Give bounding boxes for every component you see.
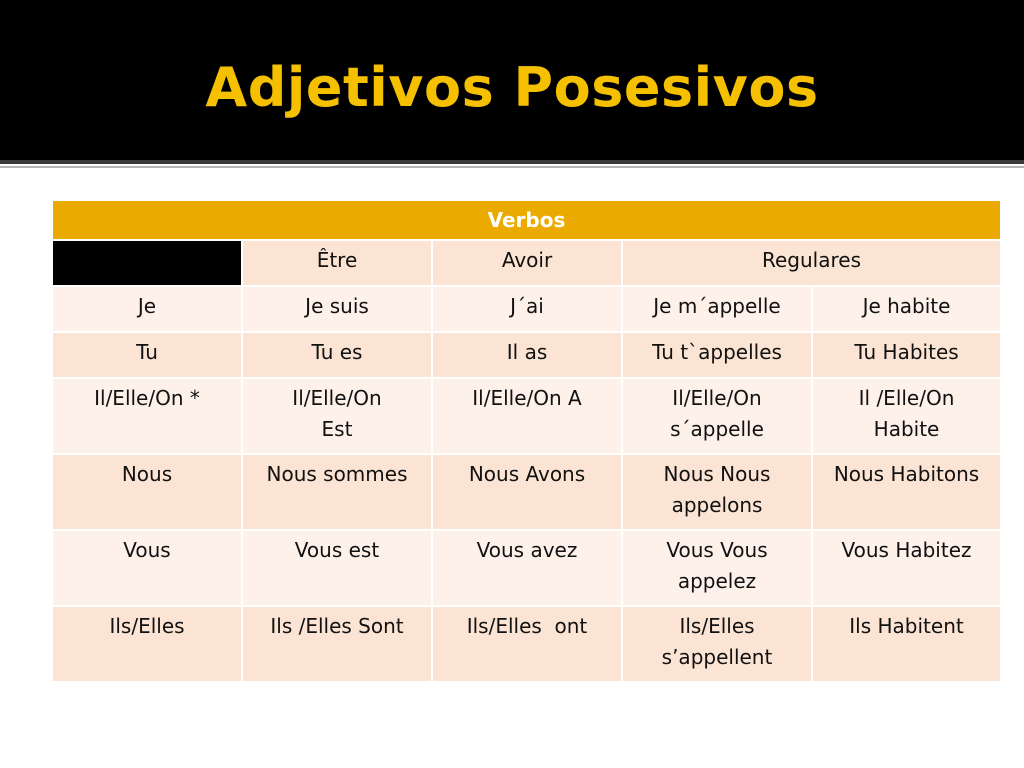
pronoun-cell: Il/Elle/On * <box>52 378 242 454</box>
cell-text: Ils/Elles <box>679 614 755 638</box>
avoir-cell <box>432 332 622 378</box>
cell-text: Il/Elle/On <box>672 386 762 410</box>
pronoun-cell: Vous <box>52 530 242 606</box>
table-header-row <box>52 200 1001 240</box>
regular-cell <box>812 286 1001 332</box>
cell-text: Vous avez <box>476 538 578 562</box>
title-divider <box>0 160 1024 164</box>
avoir-cell <box>432 606 622 682</box>
pronoun-cell: Je <box>52 286 242 332</box>
avoir-cell <box>432 454 622 530</box>
cell-text: appelons <box>671 493 763 517</box>
pronoun-cell: Nous <box>52 454 242 530</box>
cell-text: Tu es <box>311 340 363 364</box>
column-header-etre: Être <box>242 240 432 286</box>
regular-cell <box>812 530 1001 606</box>
cell-text: Tu t`appelles <box>652 340 782 364</box>
cell-text: Nous Nous <box>663 462 771 486</box>
etre-cell <box>242 332 432 378</box>
etre-cell <box>242 378 432 454</box>
cell-text: Ils /Elles Sont <box>270 614 404 638</box>
cell-text: Tu Habites <box>854 340 959 364</box>
regular-cell <box>622 378 812 454</box>
column-header-avoir: Avoir <box>432 240 622 286</box>
table-row <box>52 454 1001 530</box>
cell-text: Vous est <box>294 538 380 562</box>
table-row <box>52 378 1001 454</box>
cell-text: Je suis <box>305 294 369 318</box>
avoir-cell <box>432 378 622 454</box>
avoir-cell <box>432 286 622 332</box>
table-row <box>52 332 1001 378</box>
cell-text: Ils Habitent <box>849 614 964 638</box>
cell-text: Vous Habitez <box>841 538 972 562</box>
empty-corner-cell <box>52 240 242 286</box>
title-divider-light <box>0 166 1024 168</box>
column-header-row <box>52 240 1001 286</box>
regular-cell <box>622 454 812 530</box>
regular-cell <box>812 454 1001 530</box>
table-header: Verbos <box>52 200 1001 240</box>
regular-cell <box>622 530 812 606</box>
regular-cell <box>812 606 1001 682</box>
cell-text: Habite <box>873 417 940 441</box>
regular-cell <box>622 286 812 332</box>
table-row <box>52 606 1001 682</box>
cell-text: s´appelle <box>670 417 764 441</box>
cell-text: J´ai <box>510 294 544 318</box>
etre-cell <box>242 606 432 682</box>
cell-text: Est <box>321 417 353 441</box>
regular-cell <box>622 606 812 682</box>
pronoun-cell: Tu <box>52 332 242 378</box>
cell-text: Nous Habitons <box>833 462 980 486</box>
regular-cell <box>812 378 1001 454</box>
table-row <box>52 530 1001 606</box>
cell-text: Ils/Elles ont <box>466 614 588 638</box>
cell-text: s’appellent <box>661 645 773 669</box>
etre-cell <box>242 530 432 606</box>
etre-cell <box>242 286 432 332</box>
cell-text: Je habite <box>862 294 951 318</box>
cell-text: Vous Vous <box>666 538 768 562</box>
cell-text: Il/Elle/On A <box>472 386 582 410</box>
pronoun-cell: Ils/Elles <box>52 606 242 682</box>
verb-table <box>51 199 1002 683</box>
regular-cell <box>622 332 812 378</box>
etre-cell <box>242 454 432 530</box>
slide-title: Adjetivos Posesivos <box>205 56 819 119</box>
column-header-regulares: Regulares <box>622 240 1001 286</box>
regular-cell <box>812 332 1001 378</box>
cell-text: Nous Avons <box>468 462 586 486</box>
cell-text: Il /Elle/On <box>858 386 955 410</box>
cell-text: Nous sommes <box>266 462 408 486</box>
avoir-cell <box>432 530 622 606</box>
cell-text: appelez <box>677 569 757 593</box>
cell-text: Je m´appelle <box>653 294 781 318</box>
cell-text: Il as <box>506 340 548 364</box>
cell-text: Il/Elle/On <box>292 386 382 410</box>
table-row <box>52 286 1001 332</box>
